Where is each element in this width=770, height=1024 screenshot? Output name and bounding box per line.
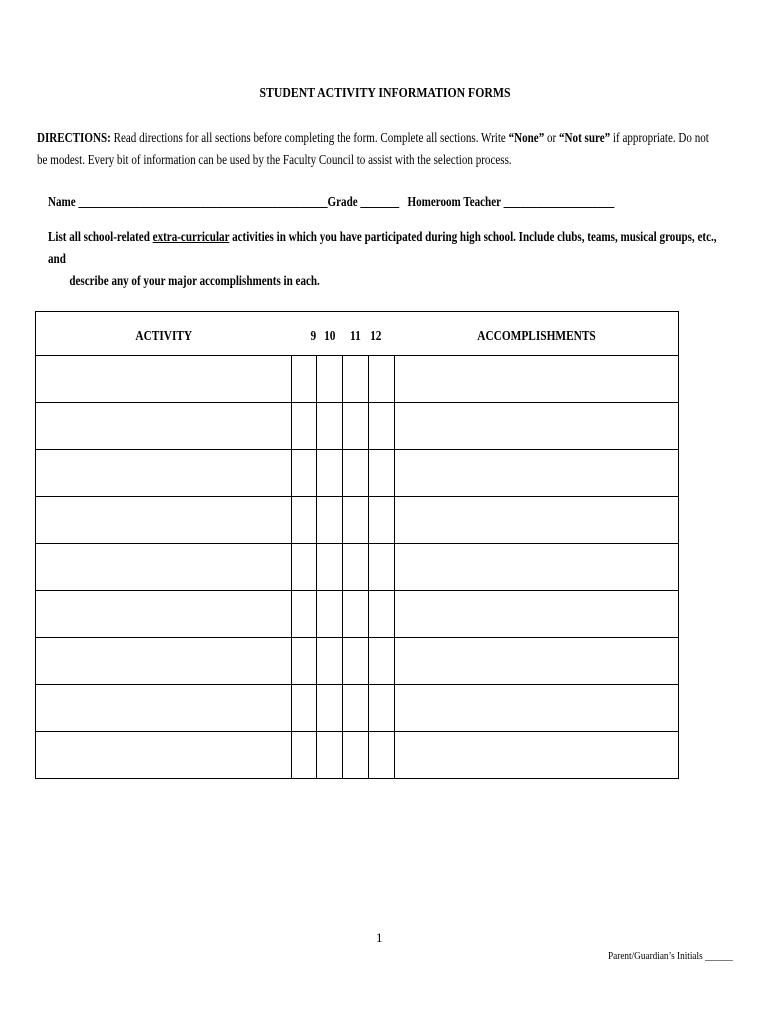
- grade-11-cell[interactable]: [343, 403, 369, 450]
- activity-table: [35, 311, 679, 779]
- accomplishments-cell[interactable]: [395, 685, 679, 732]
- grade-11-cell[interactable]: [343, 591, 369, 638]
- activity-cell[interactable]: [36, 544, 292, 591]
- accomplishments-cell[interactable]: [395, 732, 679, 779]
- accomplishments-cell[interactable]: [395, 544, 679, 591]
- grade-label: Grade: [327, 194, 358, 209]
- grade-9-cell[interactable]: [292, 403, 317, 450]
- grade-11-cell[interactable]: [343, 732, 369, 779]
- instructions-line-2: describe any of your major accomplishments in each.: [69, 273, 320, 288]
- activity-cell[interactable]: [36, 497, 292, 544]
- instructions-underlined: extra-curricular: [152, 229, 230, 244]
- grade-10-cell[interactable]: [317, 356, 343, 403]
- grade-11-cell[interactable]: [343, 450, 369, 497]
- accomplishments-cell[interactable]: [395, 356, 679, 403]
- grade-9-cell[interactable]: [292, 732, 317, 779]
- activity-cell[interactable]: [36, 591, 292, 638]
- accomplishments-cell[interactable]: [395, 591, 679, 638]
- activity-cell[interactable]: [36, 450, 292, 497]
- instructions-pre: List all school-related: [48, 229, 153, 244]
- homeroom-label: Homeroom Teacher: [407, 194, 501, 209]
- grade-9-cell[interactable]: [292, 450, 317, 497]
- page-title: STUDENT ACTIVITY INFORMATION FORMS: [259, 86, 511, 101]
- grade-10-cell[interactable]: [317, 638, 343, 685]
- activity-cell[interactable]: [36, 638, 292, 685]
- header-activity: ACTIVITY: [36, 312, 292, 356]
- table-row: [36, 732, 679, 779]
- header-grade-12: 12: [369, 312, 395, 356]
- table-row: [36, 544, 679, 591]
- directions-label: DIRECTIONS:: [37, 130, 111, 145]
- table-row: [36, 685, 679, 732]
- activity-cell[interactable]: [36, 356, 292, 403]
- directions-none: “None”: [508, 130, 545, 145]
- header-grade-9: 9: [292, 312, 317, 356]
- grade-9-cell[interactable]: [292, 356, 317, 403]
- grade-11-cell[interactable]: [343, 356, 369, 403]
- parent-initials-line[interactable]: Parent/Guardian’s Initials ______: [608, 950, 733, 962]
- student-info-line: [48, 194, 737, 210]
- grade-12-cell[interactable]: [369, 497, 395, 544]
- activity-cell[interactable]: [36, 403, 292, 450]
- grade-10-cell[interactable]: [317, 685, 343, 732]
- table-row: [36, 638, 679, 685]
- page-number: 1: [376, 930, 383, 945]
- grade-10-cell[interactable]: [317, 591, 343, 638]
- header-grade-11: 11: [343, 312, 369, 356]
- grade-11-cell[interactable]: [343, 544, 369, 591]
- grade-9-cell[interactable]: [292, 544, 317, 591]
- directions-text-2: if appropriate. Do not be modest. Every bit of information can be used by the Faculty Council to assist with the selection process.: [37, 130, 709, 167]
- grade-11-cell[interactable]: [343, 638, 369, 685]
- name-label: Name: [48, 194, 76, 209]
- table-header-row: [36, 312, 679, 356]
- directions-paragraph: [37, 127, 718, 171]
- grade-10-cell[interactable]: [317, 450, 343, 497]
- accomplishments-cell[interactable]: [395, 403, 679, 450]
- grade-11-cell[interactable]: [343, 685, 369, 732]
- grade-12-cell[interactable]: [369, 356, 395, 403]
- grade-12-cell[interactable]: [369, 685, 395, 732]
- table-row: [36, 450, 679, 497]
- instructions-post: activities in which you have participated during high school. Include clubs, teams, musical groups, etc., and: [48, 229, 717, 266]
- grade-10-cell[interactable]: [317, 403, 343, 450]
- accomplishments-cell[interactable]: [395, 450, 679, 497]
- grade-12-cell[interactable]: [369, 638, 395, 685]
- grade-10-cell[interactable]: [317, 497, 343, 544]
- grade-12-cell[interactable]: [369, 450, 395, 497]
- grade-field[interactable]: _______: [357, 194, 400, 209]
- grade-12-cell[interactable]: [369, 732, 395, 779]
- grade-9-cell[interactable]: [292, 685, 317, 732]
- directions-or: or: [544, 130, 560, 145]
- table-row: [36, 403, 679, 450]
- homeroom-field[interactable]: ____________________: [500, 194, 615, 209]
- header-grade-10: 10: [317, 312, 343, 356]
- accomplishments-cell[interactable]: [395, 497, 679, 544]
- accomplishments-cell[interactable]: [395, 638, 679, 685]
- table-row: [36, 497, 679, 544]
- grade-12-cell[interactable]: [369, 403, 395, 450]
- header-accomplishments: ACCOMPLISHMENTS: [395, 312, 679, 356]
- grade-9-cell[interactable]: [292, 591, 317, 638]
- name-field[interactable]: _____________________________________________: [75, 194, 328, 209]
- grade-12-cell[interactable]: [369, 591, 395, 638]
- grade-9-cell[interactable]: [292, 497, 317, 544]
- grade-11-cell[interactable]: [343, 497, 369, 544]
- grade-9-cell[interactable]: [292, 638, 317, 685]
- grade-10-cell[interactable]: [317, 544, 343, 591]
- table-row: [36, 356, 679, 403]
- grade-10-cell[interactable]: [317, 732, 343, 779]
- directions-text-1: Read directions for all sections before completing the form. Complete all sections. Write: [110, 130, 509, 145]
- instructions-paragraph: [48, 226, 729, 292]
- table-row: [36, 591, 679, 638]
- grade-12-cell[interactable]: [369, 544, 395, 591]
- activity-cell[interactable]: [36, 732, 292, 779]
- activity-cell[interactable]: [36, 685, 292, 732]
- directions-not-sure: “Not sure”: [559, 130, 611, 145]
